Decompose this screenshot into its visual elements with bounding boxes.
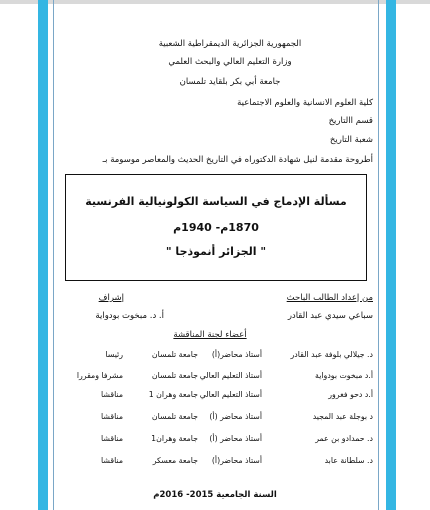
right-accent-bar [386,0,396,510]
ministry-heading: وزارة التعليم العالي والبحث العلمي [168,57,292,67]
supervisor-label: إشراف [98,293,124,303]
thesis-note: أطروحة مقدمة لنيل شهادة الدكتوراه في التاريخ الحديث والمعاصر موسومة بـ [102,155,373,165]
member-role: مشرفا ومقررا [76,371,123,380]
member-name: د. حمدادو بن عمر [315,434,373,443]
member-rank: أستاذ محاضر(أ) [211,350,262,359]
member-institution: جامعة تلمسان [151,350,198,359]
faculty-line: كلية العلوم الانسانية والعلوم الاجتماعية [237,98,373,108]
member-rank: أستاذ التعليم العالي [199,371,262,380]
left-thin-rule [53,0,54,510]
member-role: مناقشا [101,456,123,465]
thesis-title-box [65,174,367,281]
member-institution: جامعة وهران 1 [148,390,198,399]
page-top-border [0,0,430,4]
member-role: مناقشا [101,434,123,443]
committee-title: أعضاء لجنة المناقشة [173,330,247,340]
right-thin-rule [378,0,379,510]
thesis-period: 1870م- 1940م [173,221,259,234]
department-line: قسم االتاريخ [328,116,373,126]
supervisor-name: أ. د. مبخوت بودواية [95,311,164,321]
republic-heading: الجمهورية الجزائرية الديمقراطية الشعبية [158,39,302,49]
member-role: مناقشا [101,412,123,421]
member-name: د. جيلالي بلوفة عبد القادر [290,350,373,359]
student-label: من إعداد الطالب الباحث [286,293,373,303]
member-role: رئيسا [105,350,123,359]
thesis-title: مسألة الإدماج في السياسة الكولونيالية الفرنسية [85,195,347,208]
member-name: أ.د دحو فغرور [328,390,373,399]
university-heading: جامعة أبي بكر بلقايد تلمسان [179,77,281,87]
left-accent-bar [38,0,48,510]
member-institution: جامعة تلمسان [151,412,198,421]
academic-year: السنة الجامعية 2015- 2016م [153,490,277,500]
member-rank: أستاذ محاضر (أ) [209,412,262,421]
member-rank: أستاذ محاضر(أ) [211,456,262,465]
member-institution: جامعة معسكر [152,456,198,465]
member-institution: جامعة وهران1 [151,434,198,443]
member-role: مناقشا [101,390,123,399]
member-name: أ.د مبخوت بودواية [315,371,373,380]
member-rank: أستاذ التعليم العالي [199,390,262,399]
member-name: د بوجلة عبد المجيد [312,412,373,421]
member-rank: أستاذ محاضر (أ) [209,434,262,443]
student-name: سباعي سيدي عبد القادر [287,311,373,321]
member-name: د. سلطانة عابد [324,456,373,465]
thesis-subtitle: " الجزائر أنموذجا " [165,245,267,258]
member-institution: جامعة تلمسان [151,371,198,380]
division-line: شعبة التاريخ [329,135,373,145]
